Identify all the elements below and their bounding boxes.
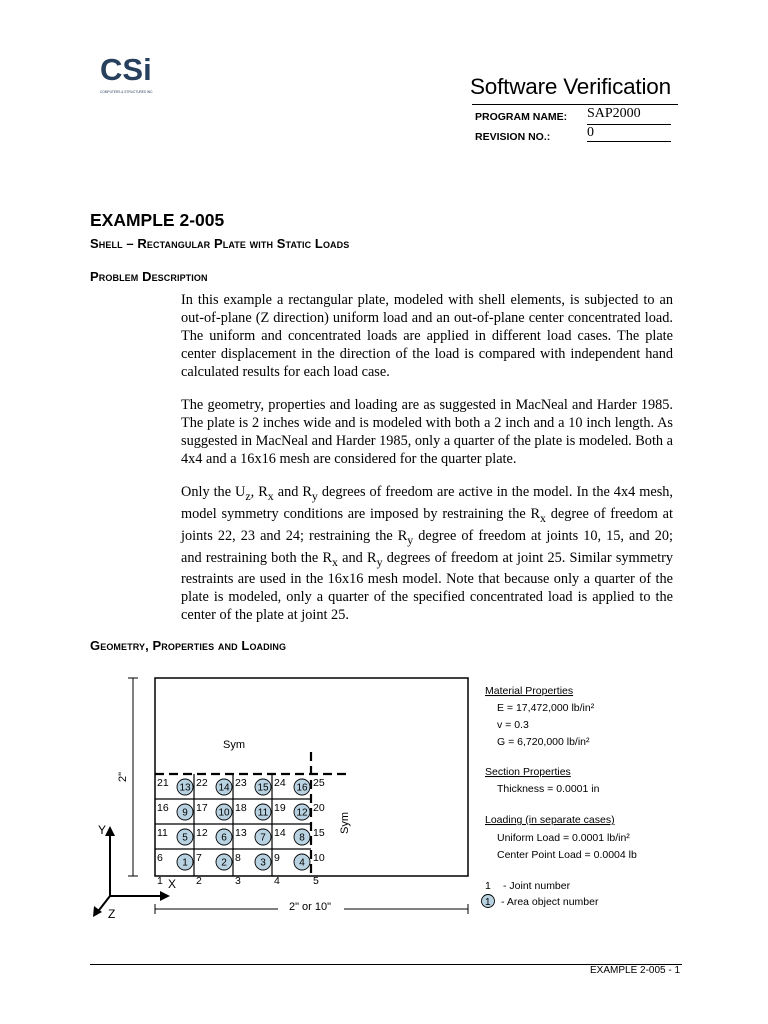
- document-title: Software Verification: [470, 74, 671, 99]
- program-name-label: PROGRAM NAME:: [475, 111, 568, 123]
- joint-number: 1: [157, 875, 163, 887]
- joint-number: 22: [196, 777, 208, 789]
- area-object-number: 5: [182, 832, 188, 844]
- legend-area-text: - Area object number: [501, 896, 599, 908]
- example-title: EXAMPLE 2-005: [90, 210, 225, 230]
- joint-number: 2: [196, 875, 202, 887]
- joint-number: 8: [235, 852, 241, 864]
- area-object-number: 1: [182, 857, 188, 869]
- problem-description-heading: Problem Description: [90, 269, 208, 284]
- material-g: G = 6,720,000 lb/in²: [497, 736, 590, 748]
- axis-y-label: Y: [98, 823, 107, 837]
- material-v: v = 0.3: [497, 719, 529, 731]
- area-object-number: 8: [299, 832, 305, 844]
- joint-number: 19: [274, 802, 286, 814]
- joint-number: 11: [157, 827, 168, 839]
- legend-joint-sample: 1: [485, 880, 491, 892]
- logo-subtitle: COMPUTERS & STRUCTURES INC.: [100, 90, 154, 94]
- axes-triad: [96, 834, 162, 914]
- joint-number: 7: [196, 852, 202, 864]
- legend-area-sample: 1: [485, 897, 491, 908]
- joint-number: 6: [157, 852, 163, 864]
- joint-number: 23: [235, 777, 247, 789]
- area-object-number: 6: [221, 832, 227, 844]
- axis-x-label: X: [168, 877, 177, 891]
- area-object-number: 3: [260, 857, 266, 869]
- area-object-number: 7: [260, 832, 266, 844]
- joint-number: 17: [196, 802, 208, 814]
- example-subtitle: Shell – Rectangular Plate with Static Loads: [90, 236, 350, 251]
- axis-z-label: Z: [108, 907, 116, 921]
- joint-number: 16: [157, 802, 169, 814]
- joint-number: 12: [196, 827, 208, 839]
- section-thickness: Thickness = 0.0001 in: [497, 783, 600, 795]
- area-object-number: 9: [182, 807, 188, 819]
- joint-number: 25: [313, 777, 325, 789]
- joint-number: 21: [157, 777, 169, 789]
- program-name-value: SAP2000: [587, 106, 641, 121]
- joint-number: 5: [313, 875, 319, 887]
- problem-paragraph-3: Only the $U_z$, $R_x$ and $R_y$ degrees of freedom are active in the model. In the 4x4 mesh, model symmetry conditions are imposed by restraining the $R_x$ degree of freedom at joints 22, 23 and 24; restraining the $R_y$ degree of freedom at joints 10, 15, and 20; and restraining both the $R_x$ and $R_y$ degrees of freedom at joint 25. Similar symmetry restraints are used in the 16x16 mesh model. Note that because only a quarter of the plate is modeled, only a quarter of the specified concentrated load is applied to the center of the plate at joint 25.: [181, 484, 674, 624]
- joint-number: 13: [235, 827, 247, 839]
- loading-uniform: Uniform Load = 0.0001 lb/in²: [497, 832, 630, 844]
- area-object-number: 16: [296, 782, 308, 794]
- area-object-number: 11: [257, 807, 269, 819]
- joint-number: 14: [274, 827, 286, 839]
- width-dimension-label: 2" or 10": [288, 901, 332, 913]
- revision-value: 0: [587, 125, 594, 140]
- sym-top-label: Sym: [223, 739, 245, 751]
- height-dimension-label: 2": [117, 771, 129, 782]
- revision-rule: [587, 141, 671, 142]
- plate-geometry-figure: [88, 666, 688, 934]
- area-object-number: 4: [299, 857, 305, 869]
- legend-joint-text: - Joint number: [503, 880, 571, 892]
- joint-number: 9: [274, 852, 280, 864]
- problem-paragraph-1: In this example a rectangular plate, modeled with shell elements, is subjected to an out-of-plane (Z direction) uniform load and an out-of-plane center concentrated load. The uniform and concentrated loads are applied in different load cases. The plate center displacement in the direction of the load is compared with independent hand calculated results for each load case.: [181, 292, 673, 380]
- program-name-rule: [587, 124, 671, 125]
- joint-number: 20: [313, 802, 325, 814]
- material-heading: Material Properties: [485, 685, 574, 697]
- area-object-number: 14: [218, 782, 230, 794]
- footer-page-label: EXAMPLE 2-005 - 1: [590, 965, 681, 976]
- joint-number: 3: [235, 875, 241, 887]
- sym-side-label: Sym: [339, 812, 351, 834]
- logo-text: CSi: [100, 52, 152, 87]
- joint-number: 15: [313, 827, 325, 839]
- revision-label: REVISION NO.:: [475, 131, 551, 143]
- geometry-heading: Geometry, Properties and Loading: [90, 638, 287, 653]
- loading-heading: Loading (in separate cases): [485, 814, 615, 826]
- area-object-number: 2: [221, 857, 227, 869]
- area-object-number: 13: [179, 782, 191, 794]
- material-e: E = 17,472,000 lb/in²: [497, 702, 595, 714]
- area-object-number: 15: [257, 782, 269, 794]
- joint-number: 24: [274, 777, 286, 789]
- joint-number: 10: [313, 852, 325, 864]
- joint-number: 18: [235, 802, 247, 814]
- csi-logo: [98, 50, 158, 96]
- joint-number: 4: [274, 875, 280, 887]
- area-object-number: 10: [218, 807, 230, 819]
- problem-paragraph-2: The geometry, properties and loading are as suggested in MacNeal and Harder 1985. The plate is 2 inches wide and is modeled with both a 2 inch and a 10 inch length. As suggested in MacNeal and Harder 1985, only a quarter of the plate is modeled. Both a 4x4 and a 16x16 mesh are considered for the quarter plate.: [181, 397, 673, 467]
- loading-point: Center Point Load = 0.0004 lb: [497, 849, 637, 861]
- section-heading: Section Properties: [485, 766, 571, 778]
- area-object-number: 12: [296, 807, 308, 819]
- properties-legend: [482, 685, 637, 908]
- title-rule: [472, 104, 678, 105]
